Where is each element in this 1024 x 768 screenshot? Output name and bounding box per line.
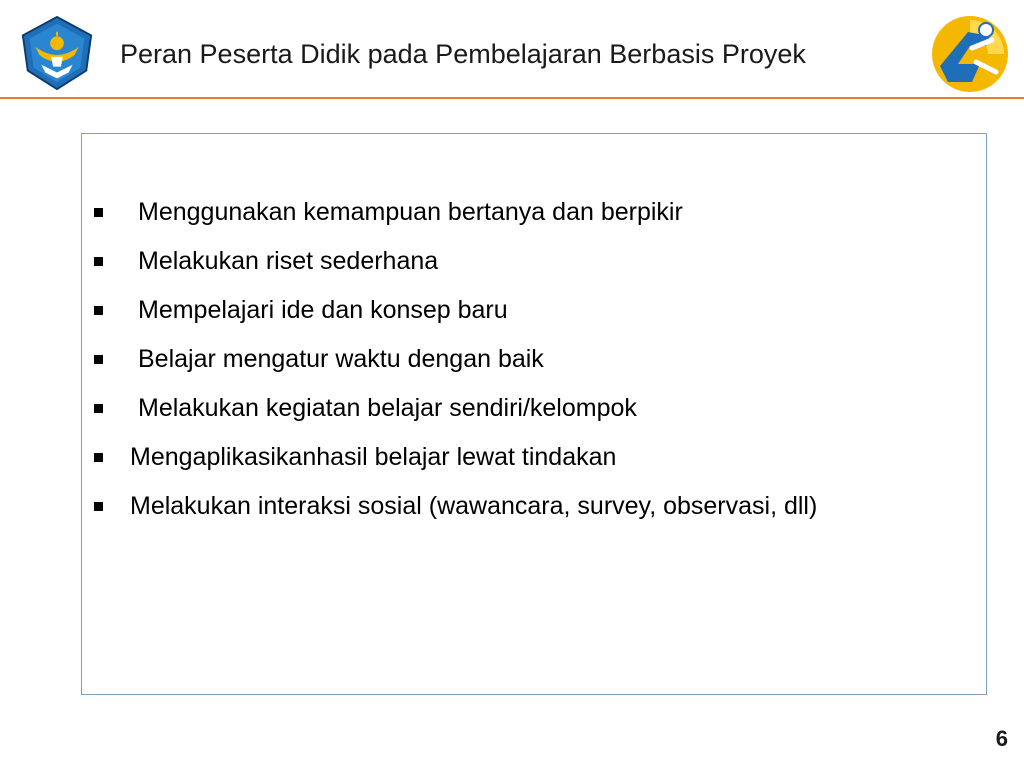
content-box <box>81 133 987 695</box>
list-item <box>82 335 988 384</box>
list-item <box>82 286 988 335</box>
square-bullet-icon <box>94 502 103 511</box>
tut-wuri-handayani-logo <box>18 14 96 92</box>
bullet-text: Menggunakan kemampuan bertanya dan berpikir <box>138 198 683 226</box>
square-bullet-icon <box>94 355 103 364</box>
header-divider <box>0 97 1024 99</box>
square-bullet-icon <box>94 208 103 217</box>
bullet-text: Melakukan kegiatan belajar sendiri/kelompok <box>138 394 637 422</box>
bullet-text: Mempelajari ide dan konsep baru <box>138 296 508 324</box>
kurikulum-2013-logo <box>928 12 1012 98</box>
bullet-text: Belajar mengatur waktu dengan baik <box>138 345 544 373</box>
square-bullet-icon <box>94 306 103 315</box>
page-number: 6 <box>995 726 1008 751</box>
list-item <box>82 433 988 482</box>
bullet-text: Melakukan riset sederhana <box>138 247 439 275</box>
bullet-text: Melakukan interaksi sosial (wawancara, survey, observasi, dll) <box>130 492 818 520</box>
square-bullet-icon <box>94 404 103 413</box>
square-bullet-icon <box>94 453 103 462</box>
square-bullet-icon <box>94 257 103 266</box>
list-item <box>82 188 988 237</box>
bullet-text: Mengaplikasikanhasil belajar lewat tindakan <box>130 443 617 471</box>
list-item <box>82 482 988 531</box>
list-item <box>82 384 988 433</box>
list-item <box>82 237 988 286</box>
page-title: Peran Peserta Didik pada Pembelajaran Berbasis Proyek <box>120 39 806 69</box>
bullet-list <box>82 188 988 531</box>
